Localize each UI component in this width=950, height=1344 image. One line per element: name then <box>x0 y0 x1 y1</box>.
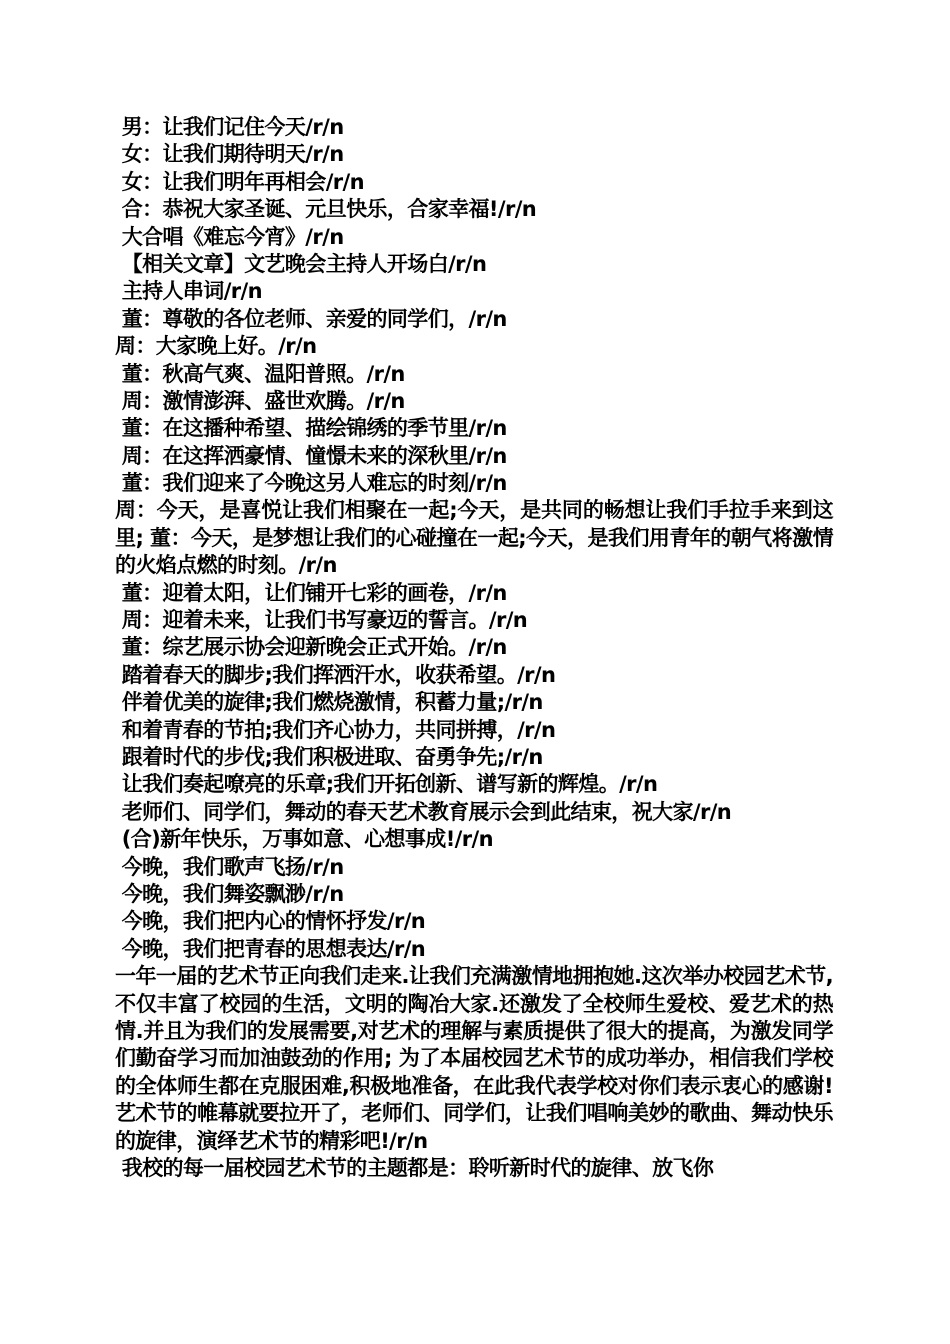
text-line: 主持人串词/r/n <box>115 279 262 304</box>
text-line: 女：让我们明年再相会/r/n <box>115 169 364 194</box>
text-line: 今晚，我们把内心的情怀抒发/r/n <box>115 909 426 934</box>
text-line: 董：尊敬的各位老师、亲爱的同学们，/r/n <box>115 306 507 331</box>
text-line: 让我们奏起嘹亮的乐章;我们开拓创新、谱写新的辉煌。/r/n <box>115 772 658 797</box>
text-line: 和着青春的节拍;我们齐心协力，共同拼搏，/r/n <box>115 717 556 742</box>
text-line: 周：大家晚上好。/r/n <box>115 334 317 359</box>
text-line: 董：我们迎来了今晚这另人难忘的时刻/r/n <box>115 471 507 496</box>
text-line: 今晚，我们把青春的思想表达/r/n <box>115 936 426 961</box>
text-line: 合：恭祝大家圣诞、元旦快乐，合家幸福!/r/n <box>115 197 537 222</box>
text-line: 董：迎着太阳，让们铺开七彩的画卷，/r/n <box>115 580 507 605</box>
text-line: 周：迎着未来，让我们书写豪迈的誓言。/r/n <box>115 608 528 633</box>
text-line: 老师们、同学们，舞动的春天艺术教育展示会到此结束，祝大家/r/n <box>115 799 732 824</box>
text-line: 男：让我们记住今天/r/n <box>115 115 344 139</box>
text-line: 董：在这播种希望、描绘锦绣的季节里/r/n <box>115 416 507 441</box>
text-line: 董：综艺展示协会迎新晚会正式开始。/r/n <box>115 635 507 660</box>
text-line: 【相关文章】文艺晚会主持人开场白/r/n <box>115 251 487 276</box>
text-line: 我校的每一届校园艺术节的主题都是：聆听新时代的旋律、放飞你 <box>115 1156 714 1180</box>
text-line: 大合唱《难忘今宵》/r/n <box>115 224 344 249</box>
text-line: 今晚，我们舞姿飘渺/r/n <box>115 881 344 906</box>
text-line: 女：让我们期待明天/r/n <box>115 142 344 167</box>
text-paragraph: 周：今天，是喜悦让我们相聚在一起;今天，是共同的畅想让我们手拉手来到这里; 董：今天，是梦想让我们的心碰撞在一起;今天，是我们用青年的朝气将激情的火焰点燃的时刻。/r/n <box>115 498 833 578</box>
text-line: 踏着春天的脚步;我们挥洒汗水，收获希望。/r/n <box>115 662 556 687</box>
text-line: 伴着优美的旋律;我们燃烧激情，积蓄力量;/r/n <box>115 690 543 715</box>
text-line: 跟着时代的步伐;我们积极进取、奋勇争先;/r/n <box>115 745 543 770</box>
text-line: 董：秋高气爽、温阳普照。/r/n <box>115 361 405 386</box>
document-body <box>115 114 833 1182</box>
text-line: (合)新年快乐，万事如意、心想事成!/r/n <box>115 827 493 852</box>
text-paragraph: 一年一届的艺术节正向我们走来.让我们充满激情地拥抱她.这次举办校园艺术节,不仅丰富了校园的生活，文明的陶冶大家.还激发了全校师生爱校、爱艺术的热情.并且为我们的发展需要,对艺术的理解与素质提供了很大的提高，为激发同学们勤奋学习而加油鼓劲的作用; 为了本届校园艺术节的成功举办，相信我们学校的全体师生都在克服困难,积极地准备，在此我代表学校对你们表示衷心的感谢!艺术节的帷幕就要拉开了，老师们、同学们，让我们唱响美妙的歌曲、舞动快乐的旋律，演绎艺术节的精彩吧!/r/n <box>115 964 833 1153</box>
text-line: 周：在这挥洒豪情、憧憬未来的深秋里/r/n <box>115 443 507 468</box>
text-line: 今晚，我们歌声飞扬/r/n <box>115 854 344 879</box>
text-line: 周：激情澎湃、盛世欢腾。/r/n <box>115 388 405 413</box>
